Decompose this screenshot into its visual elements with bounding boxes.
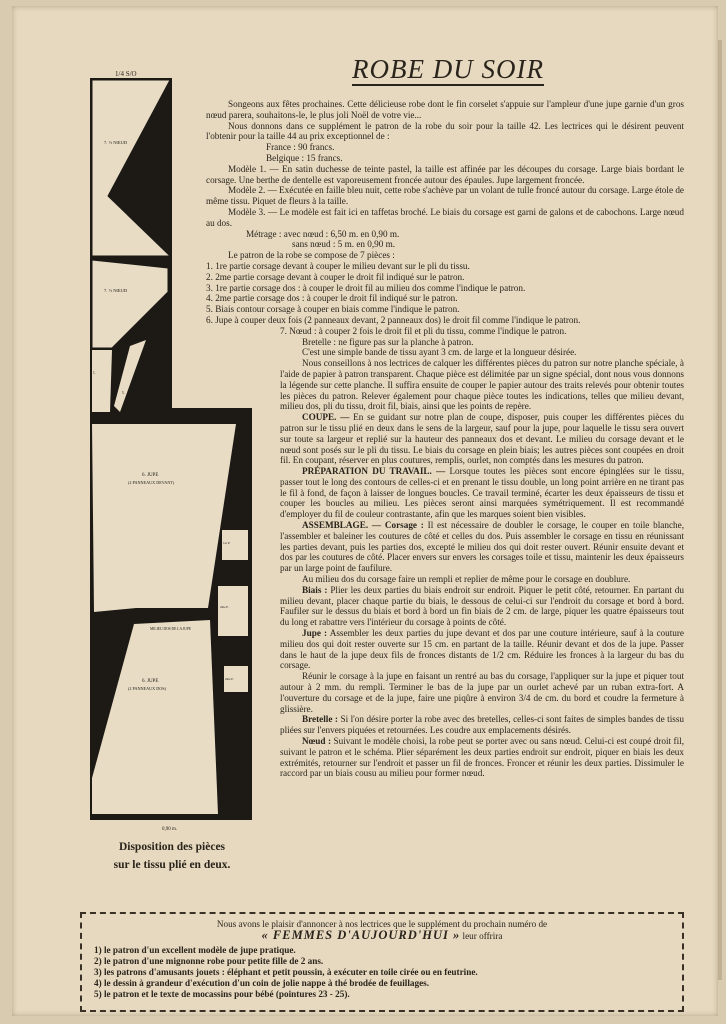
jupe-heading: Jupe : (302, 628, 328, 639)
label-jupe-devant: 6. JUPE (142, 473, 159, 478)
announcement-item: 2) le patron d'une mignonne robe pour petite fille de 2 ans. (94, 956, 324, 966)
piece-item: 4. 2me partie corsage dos : à couper le droit fil indiqué sur le patron. (206, 293, 458, 304)
label-jupe-devant-sub: (2 PANNEAUX DEVANT) (128, 480, 175, 485)
bretelle-paragraph (280, 714, 684, 736)
piece-item: 1. 1re partie corsage devant à couper le milieu devant sur le pli du tissu. (206, 260, 470, 271)
modele-3: Modèle 3. — Le modèle est fait ici en taffetas broché. Le biais du corsage est garni de galons et de cabochons. Large nœud au dos. (206, 206, 684, 228)
label-corsage-dos-2: 2me P. (225, 677, 234, 681)
metrage-line-2: sans nœud : 5 m. en 0,90 m. (292, 239, 396, 250)
coupe-heading: COUPE. — (302, 412, 350, 423)
label-jupe-dos-sub: (2 PANNEAUX DOS) (128, 686, 167, 691)
page-title (352, 54, 544, 85)
coupe-text: En se guidant sur notre plan de coupe, disposer, puis couper les différentes pièces du patron sur le tissu plié en deux dans le sens de la largeur, sauf pour la jupe, pour laquelle le tissu sera ouvert sur toute sa largeur et replié sur la hauteur des panneaux dos et devant. Le milieu du corsage devant et le nœud sont posés sur le pli du tissu. Le biais du corsage en plein biais; les autres pièces sont coupées en droit fil. En coupant, réserver en plus coutures, remplis, ourlet, non comptés dans les mesures du patron. (280, 412, 685, 466)
label-noeud-1: 7. ½ NŒUD (104, 140, 128, 145)
jupe-text: Assembler les deux parties du jupe devant et dos par une couture intérieure, sauf à la couture milieu dos qui doit rester ouverte sur 15 cm. en partant de la taille. Réunir devant et dos de la jupe. Passer dans le haut de la jupe deux fils de fronces distants de 1/2 cm. Réduire les fronces à la largeur du bas du corsage. (280, 628, 685, 671)
corsage-piece-1 (92, 350, 112, 412)
pieces-list (206, 261, 684, 326)
assemblage-paragraph-2: Au milieu dos du corsage faire un rempli et replier de même pour le corsage en doublure. (302, 574, 631, 585)
scale-mark: 1/4 S/O (115, 70, 137, 78)
announcement-item: 3) les patrons d'amusants jouets : éléphant et petit poussin, à exécuter en toile cirée ou en feutrine. (94, 967, 478, 977)
size-paragraph: Nous donnons dans ce supplément le patron de la robe du soir pour la taille 42. Les lectrices qui le désirent peuvent l'obtenir pour la taille 44 au prix exceptionnel de : (206, 120, 684, 142)
label-width: 0,90 m. (162, 827, 178, 832)
assemblage-text: Il est nécessaire de doubler le corsage, le couper en toile blanche, l'assembler et baleiner les coutures de côté et celles du dos. Puis assembler le corsage en tissu en réunissant les parties devant, puis les parties dos, excepté le milieu dos qui doit rester ouvert. Réunir ensuite devant et dos par les coutures de côté. Placer envers sur envers les corsages toile et tissu, maintenir les deux épaisseurs par un large point de faufilure. (280, 520, 684, 574)
label-corsage-1: 1. (93, 371, 96, 375)
announcement-intro: Nous avons le plaisir d'annoncer à nos lectrices que le supplément du prochain numéro de (216, 919, 548, 929)
modele-2: Modèle 2. — Exécutée en faille bleu nuit, cette robe s'achève par un volant de tulle froncé autour du corsage. Large étole de même tissu. Piquet de fleurs à la taille. (206, 185, 684, 207)
label-milieu-dos: MILIEU DOS DE LA JUPE (150, 627, 191, 631)
piece-item: 6. Jupe à couper deux fois (2 panneaux devant, 2 panneaux dos) le droit fil comme l'indique le patron. (206, 314, 581, 325)
label-noeud-2: 7. ½ NŒUD (104, 288, 128, 293)
bretelle-text: Si l'on désire porter la robe avec des bretelles, celles-ci sont faites de simples bandes de tissu pliées sur l'envers piquées et retournées. Les coudre aux emplacements désirés. (280, 714, 685, 736)
intro-paragraph: Songeons aux fêtes prochaines. Cette délicieuse robe dont le fin corselet s'appuie sur l'ampleur d'une jupe garnie d'un gros nœud parera, souhaitons-le, le plus joli Noël de votre vie... (206, 99, 684, 120)
label-jupe-dos: 6. JUPE (142, 679, 159, 684)
bretelle-note-2: C'est une simple bande de tissu ayant 3 cm. de large et la longueur désirée. (302, 347, 577, 358)
bretelle-note: Bretelle : ne figure pas sur la planche à patron. (302, 336, 474, 347)
assemblage-paragraph (280, 520, 684, 574)
conseil-paragraph: Nous conseillons à nos lectrices de calquer les différentes pièces du patron sur notre planche spéciale, à l'aide de papier à patron transparent. Chaque pièce est délimitée par un signe spécial, dont nous vous donnons la légende sur cette planche. Il suffira ensuite de couper le papier autour des traits relevés pour obtenir toutes les pièces du patron. Relever également pour chaque pièce toutes les indications, telles que milieu devant, milieu dos, pli du tissu, droit fil, biais, ainsi que les points de repère. (280, 358, 684, 412)
right-column (206, 326, 684, 779)
jupe-paragraph-2: Réunir le corsage à la jupe en faisant un rentré au bas du corsage, l'appliquer sur la jupe et piquer tout autour à 2 mm. du rempli. Terminer le bas de la jupe par un ourlet achevé par un ruban extra-fort. A l'ouverture du corsage et de la jupe, faire une piqûre à environ 3/4 de cm. du bord et coudre la fermeture à glissière. (280, 671, 684, 714)
modele-1: Modèle 1. — En satin duchesse de teinte pastel, la taille est affinée par les découpes du corsage. Large biais bordant le corsage. Une berthe de dentelle est vaporeusement froncée autour des épaules. Jupe largement froncée. (206, 163, 684, 185)
piece-item: 2. 2me partie corsage devant à couper le droit fil indiqué sur le patron. (206, 271, 465, 282)
label-biais: 5. (122, 391, 125, 395)
piece-item: 3. 1re partie corsage dos : à couper le droit fil au milieu dos comme l'indique le patron. (206, 282, 526, 293)
biais-paragraph (280, 585, 684, 628)
noeud-paragraph (280, 736, 684, 779)
noeud-heading: Nœud : (302, 736, 332, 747)
metrage-line-1: Métrage : avec nœud : 6,50 m. en 0,90 m. (246, 228, 400, 239)
coupe-paragraph (280, 412, 684, 466)
label-corsage-dos: 1re P. (223, 541, 231, 545)
article-body (206, 99, 684, 779)
preparation-heading: PRÉPARATION DU TRAVAIL. — (302, 466, 446, 477)
announcement-item: 1) le patron d'un excellent modèle de jupe pratique. (94, 945, 296, 955)
piece-item: 5. Biais contour corsage à couper en biais comme l'indique le patron. (206, 304, 460, 315)
biais-text: Plier les deux parties du biais endroit sur endroit. Piquer le petit côté, retourner. En partant du milieu devant, placer chaque partie du biais, le dessous de celui-ci sur l'endroit du corsage et bord à bord. Faufiler sur le dessus du biais et bord à bord un fin biais de 2 cm. de large, piquer les quatre épaisseurs tout du long et rabattre vers l'intérieur du corsage à points de côté. (280, 584, 684, 628)
page-title-text: ROBE DU SOIR (352, 54, 544, 84)
label-corsage-devant: 2me P. (220, 605, 229, 609)
jupe-paragraph (280, 628, 684, 671)
pieces-intro: Le patron de la robe se compose de 7 pièces : (228, 250, 395, 261)
preparation-text: Lorsque toutes les pièces sont encore épinglées sur le tissu, passer tout le long des contours de celles-ci et en prenant le tissu double, un long point arrière en ne tirant pas le fil à fond, de façon à laisser de longues boucles. Ce travail terminé, écarter les deux épaisseurs de tissu et couper les boucles au milieu. Les pièces seront ainsi marquées symétriquement. Il est recommandé d'employer du fil de couleur contrastante, afin que les marques soient bien visibles. (280, 466, 684, 520)
page-edge-shadow (718, 40, 722, 980)
announcement-list (94, 945, 670, 1000)
price-france: France : 90 francs. (266, 142, 335, 153)
preparation-paragraph (280, 466, 684, 520)
noeud-text: Suivant le modèle choisi, la robe peut se porter avec ou sans nœud. Celui-ci est coupé droit fil, suivant le patron et le schéma. Plier séparément les deux parties endroit sur endroit, piquer en biais les deux extrémités, retourner sur l'endroit et passer un fil de fronces. Froncer et réunir les deux parties. Dissimuler le raccord par un biais cousu au milieu pour former nœud. (280, 736, 684, 779)
magazine-name: « FEMMES D'AUJOURD'HUI » (261, 928, 461, 942)
announcement-item: 4) le dessin à grandeur d'exécution d'un coin de jolie nappe à thé brodée de feuillages. (94, 978, 430, 988)
announcement-box (80, 912, 684, 1012)
announcement-offer: leur offrira (462, 931, 503, 941)
diagram-caption (90, 838, 254, 874)
announcement-item: 5) le patron et le texte de mocassins pour bébé (pointures 23 - 25). (94, 989, 350, 999)
price-belgique: Belgique : 15 francs. (266, 152, 343, 163)
piece-item-7: 7. Nœud : à couper 2 fois le droit fil et pli du tissu, comme l'indique le patron. (280, 325, 567, 336)
caption-line-1: Disposition des pièces (118, 841, 226, 853)
announcement-title-line (94, 930, 670, 942)
biais-heading: Biais : (302, 584, 328, 595)
bretelle-heading: Bretelle : (302, 714, 338, 725)
caption-line-2: sur le tissu plié en deux. (113, 859, 231, 871)
assemblage-heading: ASSEMBLAGE. — Corsage : (302, 520, 424, 531)
